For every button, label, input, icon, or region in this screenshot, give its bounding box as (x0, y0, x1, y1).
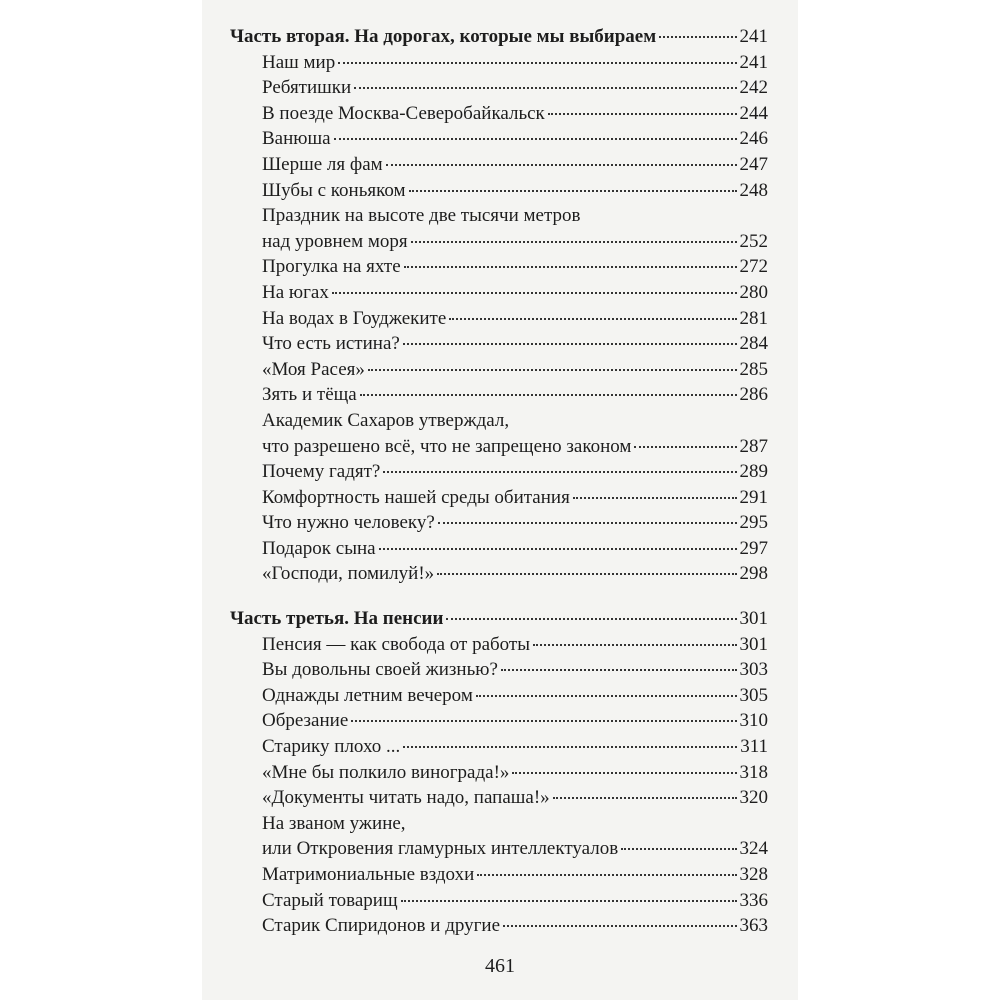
dot-leader (503, 925, 736, 927)
toc-entry (230, 101, 768, 127)
toc-entry-title: Ребятишки (262, 77, 352, 99)
toc-entry-title: Часть третья. На пенсии (230, 608, 444, 630)
toc-entry (230, 331, 768, 357)
part-heading (230, 606, 768, 632)
toc-entry (230, 888, 768, 914)
toc-entry-page: 297 (739, 537, 768, 559)
toc-entry-page: 320 (739, 787, 768, 809)
toc-entry-title: что разрешено всё, что не запрещено законом (262, 435, 632, 457)
dot-leader (334, 138, 737, 140)
toc-entry-title: Праздник на высоте две тысячи метров (262, 205, 581, 227)
toc-entry-title: Обрезание (262, 710, 349, 732)
toc-entry (230, 357, 768, 383)
dot-leader (351, 720, 736, 722)
toc-entry-title: Прогулка на яхте (262, 256, 401, 278)
toc-entry-title: «Моя Расея» (262, 358, 365, 380)
toc-entry-page: 295 (739, 512, 768, 534)
toc-entry-title: Наш мир (262, 51, 336, 73)
toc-entry (230, 862, 768, 888)
toc-entry-page: 318 (739, 761, 768, 783)
dot-leader (512, 772, 736, 774)
dot-leader (446, 618, 736, 620)
toc-entry-page: 289 (739, 461, 768, 483)
dot-leader (368, 369, 737, 371)
dot-leader (437, 573, 736, 575)
toc-entry-title: Шерше ля фам (262, 153, 383, 175)
table-of-contents (230, 24, 768, 939)
toc-entry-page: 241 (739, 51, 768, 73)
toc-entry-title: Однажды летним вечером (262, 684, 473, 706)
toc-entry (230, 913, 768, 939)
toc-entry (230, 632, 768, 658)
dot-leader (477, 874, 736, 876)
toc-entry-page: 336 (739, 889, 768, 911)
toc-entry-page: 286 (739, 384, 768, 406)
toc-entry (230, 485, 768, 511)
toc-entry (230, 734, 768, 760)
toc-entry (230, 836, 768, 862)
dot-leader (403, 746, 737, 748)
toc-entry-title: Академик Сахаров утверждал, (262, 409, 510, 431)
toc-entry (230, 536, 768, 562)
toc-entry-page: 241 (739, 26, 768, 47)
toc-entry (230, 459, 768, 485)
toc-entry (230, 683, 768, 709)
dot-leader (403, 343, 737, 345)
dot-leader (332, 292, 737, 294)
toc-entry-page: 281 (739, 307, 768, 329)
toc-entry-title: В поезде Москва-Северобайкальск (262, 102, 545, 124)
toc-entry-page: 363 (739, 915, 768, 937)
part-heading (230, 24, 768, 50)
toc-entry-title: На югах (262, 281, 329, 303)
dot-leader (533, 644, 737, 646)
toc-entry-title: На званом ужине, (262, 812, 406, 834)
dot-leader (659, 36, 736, 38)
toc-entry (230, 50, 768, 76)
toc-entry (230, 254, 768, 280)
toc-entry-page: 284 (739, 333, 768, 355)
toc-entry-page: 287 (739, 435, 768, 457)
toc-entry-page: 291 (739, 486, 768, 508)
dot-leader (338, 62, 736, 64)
toc-entry (230, 75, 768, 101)
toc-entry-page: 246 (739, 128, 768, 150)
dot-leader (409, 190, 737, 192)
toc-entry-title: Почему гадят? (262, 461, 381, 483)
toc-entry-title: «Документы читать надо, папаша!» (262, 787, 550, 809)
toc-entry-title: Комфортность нашей среды обитания (262, 486, 570, 508)
toc-entry-page: 242 (739, 77, 768, 99)
toc-entry (230, 306, 768, 332)
toc-entry-title: над уровнем моря (262, 230, 408, 252)
toc-entry (230, 229, 768, 255)
toc-entry (230, 126, 768, 152)
toc-entry (230, 561, 768, 587)
toc-entry (230, 708, 768, 734)
dot-leader (634, 446, 736, 448)
dot-leader (379, 548, 737, 550)
toc-entry-page: 303 (739, 659, 768, 681)
toc-entry-page: 301 (739, 633, 768, 655)
dot-leader (501, 669, 737, 671)
toc-entry-title: Часть вторая. На дорогах, которые мы выбираем (230, 26, 657, 47)
toc-entry-page: 301 (739, 608, 768, 630)
dot-leader (449, 318, 736, 320)
toc-entry-line1 (230, 811, 768, 837)
toc-entry (230, 382, 768, 408)
toc-entry-title: Что нужно человеку? (262, 512, 435, 534)
toc-entry-title: Пенсия — как свобода от работы (262, 633, 530, 655)
toc-entry (230, 657, 768, 683)
dot-leader (360, 394, 737, 396)
dot-leader (404, 266, 737, 268)
toc-entry-title: Зять и тёща (262, 384, 357, 406)
toc-entry-page: 328 (739, 864, 768, 885)
toc-entry-page: 305 (739, 684, 768, 706)
toc-entry-page: 298 (739, 563, 768, 585)
toc-entry (230, 785, 768, 811)
toc-entry-title: или Откровения гламурных интеллектуалов (262, 838, 619, 860)
toc-entry-title: Старый товарищ (262, 889, 398, 911)
toc-entry (230, 760, 768, 786)
dot-leader (401, 900, 737, 902)
toc-entry-page: 244 (739, 102, 768, 124)
toc-entry-page: 310 (739, 710, 768, 732)
toc-entry-title: Старику плохо ... (262, 736, 401, 758)
dot-leader (476, 695, 737, 697)
dot-leader (548, 113, 737, 115)
toc-entry-page: 324 (739, 838, 768, 860)
toc-entry-page: 272 (739, 256, 768, 278)
toc-entry-line1 (230, 408, 768, 434)
dot-leader (573, 497, 737, 499)
toc-entry-title: Подарок сына (262, 537, 376, 559)
dot-leader (553, 797, 737, 799)
dot-leader (354, 87, 736, 89)
toc-entry-page: 285 (739, 358, 768, 380)
toc-entry (230, 434, 768, 460)
toc-entry-title: Матримониальные вздохи (262, 864, 475, 885)
toc-entry-title: «Мне бы полкило винограда!» (262, 761, 510, 783)
dot-leader (383, 471, 736, 473)
toc-entry-page: 280 (739, 281, 768, 303)
toc-entry (230, 280, 768, 306)
dot-leader (438, 522, 737, 524)
toc-entry-title: Вы довольны своей жизнью? (262, 659, 498, 681)
toc-entry-page: 311 (740, 736, 768, 758)
dot-leader (386, 164, 737, 166)
toc-entry (230, 510, 768, 536)
dot-leader (621, 848, 736, 850)
toc-entry (230, 178, 768, 204)
toc-entry-line1 (230, 203, 768, 229)
page-number: 461 (485, 955, 515, 977)
toc-entry-page: 247 (739, 153, 768, 175)
dot-leader (411, 241, 737, 243)
toc-entry-title: Ванюша (262, 128, 331, 150)
toc-entry-title: Что есть истина? (262, 333, 400, 355)
toc-entry-title: Старик Спиридонов и другие (262, 915, 501, 937)
toc-entry-title: На водах в Гоуджеките (262, 307, 447, 329)
toc-entry (230, 152, 768, 178)
toc-entry-page: 252 (739, 230, 768, 252)
toc-entry-title: Шубы с коньяком (262, 179, 406, 201)
toc-entry-page: 248 (739, 179, 768, 201)
toc-entry-title: «Господи, помилуй!» (262, 563, 435, 585)
